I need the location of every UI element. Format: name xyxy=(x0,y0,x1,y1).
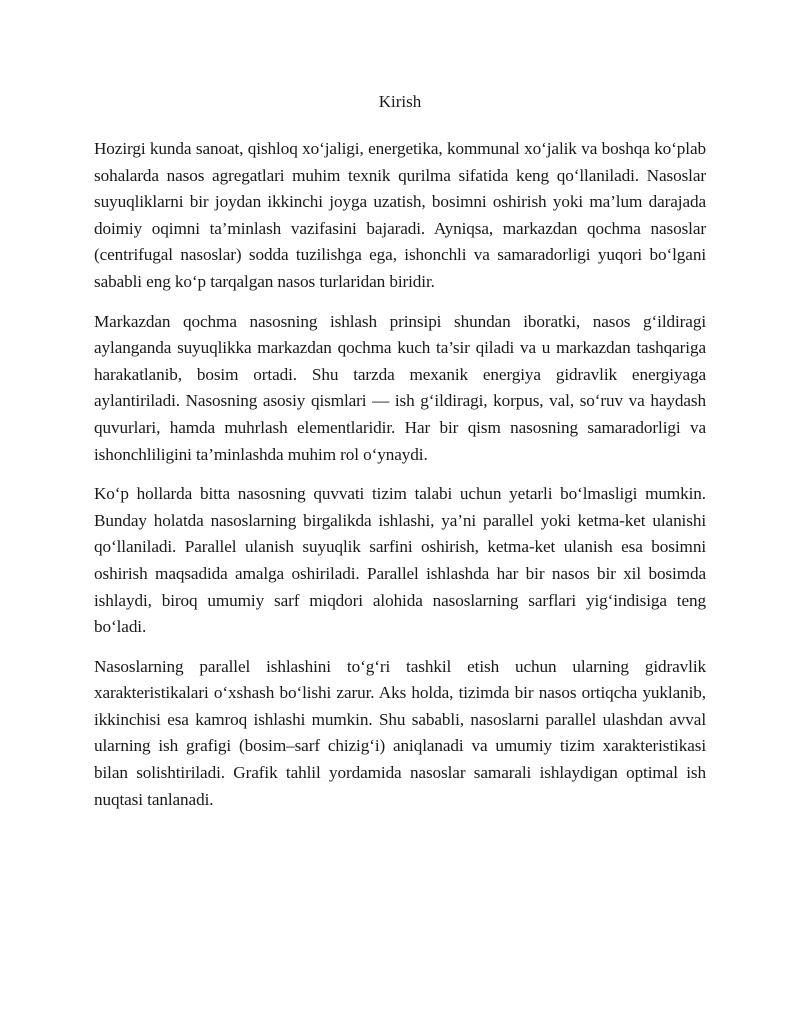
document-body xyxy=(94,136,706,826)
paragraph-1: Hozirgi kunda sanoat, qishloq xo‘jaligi, energetika, kommunal xo‘jalik va boshqa ko‘plab sohalarda nasos agregatlari muhim texnik qurilma sifatida keng qo‘llaniladi. Nasoslar suyuqliklarni bir joydan ikkinchi joyga uzatish, bosimni oshirish yoki ma’lum darajada doimiy oqimni ta’minlash vazifasini bajaradi. Ayniqsa, markazdan qochma nasoslar (centrifugal nasoslar) sodda tuzilishga ega, ishonchli va samaradorligi yuqori bo‘lgani sababli eng ko‘p tarqalgan nasos turlaridan biridir. xyxy=(94,139,706,291)
paragraph-2: Markazdan qochma nasosning ishlash prinsipi shundan iboratki, nasos g‘ildiragi aylanganda suyuqlikka markazdan qochma kuch ta’sir qiladi va u markazdan tashqariga harakatlanib, bosim ortadi. Shu tarzda mexanik energiya gidravlik energiyaga aylantiriladi. Nasosning asosiy qismlari — ish g‘ildiragi, korpus, val, so‘ruv va haydash quvurlari, hamda muhrlash elementlaridir. Har bir qism nasosning samaradorligi va ishonchliligini ta’minlashda muhim rol o‘ynaydi. xyxy=(94,311,706,464)
paragraph-4: Nasoslarning parallel ishlashini to‘g‘ri tashkil etish uchun ularning gidravlik xarakteristikalari o‘xshash bo‘lishi zarur. Aks holda, tizimda bir nasos ortiqcha yuklanib, ikkinchisi esa kamroq ishlashi mumkin. Shu sababli, nasoslarni parallel ulashdan avval ularning ish grafigi (bosim–sarf chizig‘i) aniqlanadi va umumiy tizim xarakteristikasi bilan solishtiriladi. Grafik tahlil yordamida nasoslar samarali ishlaydigan optimal ish nuqtasi tanlanadi. xyxy=(94,656,706,809)
paragraph-3: Ko‘p hollarda bitta nasosning quvvati tizim talabi uchun yetarli bo‘lmasligi mumkin. Bunday holatda nasoslarning birgalikda ishlashi, ya’ni parallel yoki ketma-ket ulanishi qo‘llaniladi. Parallel ulanish suyuqlik sarfini oshirish, ketma-ket ulanish esa bosimni oshirish maqsadida amalga oshiriladi. Parallel ishlashda har bir nasos bir xil bosimda ishlaydi, biroq umumiy sarf miqdori alohida nasoslarning sarflari yig‘indisiga teng bo‘ladi. xyxy=(94,484,706,637)
document-title: Kirish xyxy=(378,92,422,111)
